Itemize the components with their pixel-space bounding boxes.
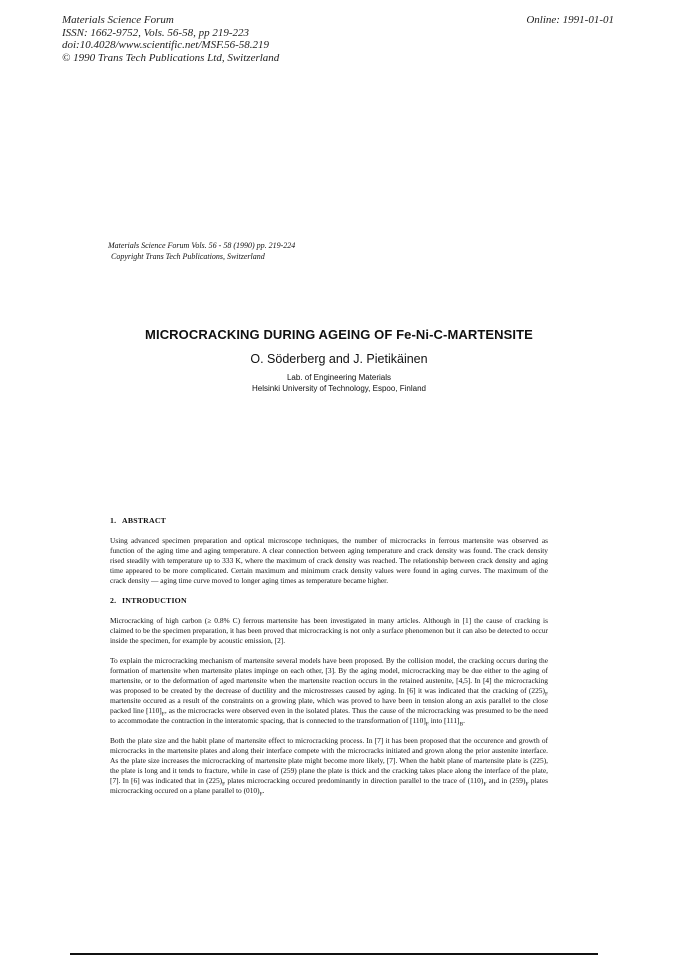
- header-online-date: Online: 1991-01-01: [526, 14, 614, 26]
- affiliation: [0, 372, 678, 394]
- section-title: ABSTRACT: [122, 516, 167, 525]
- intro-paragraph-1: Microcracking of high carbon (≥ 0.8% C) ferrous martensite has been investigated in many articles. Although in [1] the cause of cracking is claimed to be the specimen preparation, it has been proved that microcracking is not only a surface phenomenon but it can also be detected to occur inside the specimen, for example by acoustic emission, [2].: [110, 616, 548, 645]
- paper-authors: O. Söderberg and J. Pietikäinen: [250, 352, 428, 366]
- header-doi[interactable]: doi:10.4028/www.scientific.net/MSF.56-58.219: [62, 39, 270, 51]
- journal-citation-line1: Materials Science Forum Vols. 56 - 58 (1990) pp. 219-224: [108, 241, 296, 250]
- intro-paragraph-2: To explain the microcracking mechanism of martensite several models have been proposed. By the collision model, the cracking occurs during the formation of martensite when martensite plates impinge on each other, [3]. By the aging model, microcracking may be due either to the aging of martensite, or to the deformation of aged martensite when the martensite reaction occurs in the retained austenite, [4,5]. In [4] the microcracking was proposed to be created by the decrease of ductility and the microstresses caused by aging. In [6] it was indicated that the cracking of $(225)_F$ martensite occured as a result of the constraints on a growing plate, which was proved to have been in tension along an axis parallel to the close packed line $[110]_F$, as the microcracks were observed even in the isolated plates. Thus the cause of the microcracking was presumed to be the need to accommodate the contraction in the interatomic spacing, that is connected to the transformation of $[110]_F$ into $[111]_B$.: [110, 656, 548, 728]
- section-number: 1.: [110, 516, 117, 525]
- section-title: INTRODUCTION: [122, 596, 187, 605]
- section-heading-introduction: [110, 596, 548, 606]
- header-journal: Materials Science Forum: [62, 14, 174, 26]
- footer-rule: [70, 953, 598, 955]
- section-heading-abstract: [110, 516, 548, 526]
- journal-citation: [108, 240, 295, 262]
- journal-citation-line2: Copyright Trans Tech Publications, Switzerland: [111, 252, 265, 261]
- header-citation: [62, 14, 279, 64]
- affiliation-university: Helsinki University of Technology, Espoo, Finland: [251, 384, 426, 393]
- paper-body: [110, 516, 548, 806]
- affiliation-lab: Lab. of Engineering Materials: [286, 373, 392, 382]
- abstract-paragraph: Using advanced specimen preparation and optical microscope techniques, the number of microcracks in ferrous martensite was observed as function of the aging time and aging temperature. A clear connection between aging temperature and crack density was found. The crack density rised steadily with temperature up to 333 K, where the maximum of crack density was reached. The relationship between crack density and aging time appeared to be more complicated. Certain maximum and minimum crack density values were found in aging curves. The maximum of the crack density — aging time curve moved to longer aging times as temperature became higher.: [110, 536, 548, 585]
- intro-paragraph-3: Both the plate size and the habit plane of martensite effect to microcracking process. In [7] it has been proposed that the occurence and growth of microcracks in the martensite plates and along their interface compete with the microcracks initiated and grown along the prior austenite interface. As the plate size increases the microcracking of martensite plate might become more likely, [7]. When the habit plane of martensite plate is (225), the plate is long and it tends to fracture, while in case of (259) plane the plate is thick and the cracking takes place along the interface of the plate, [7]. In [6] was indicated that in $(225)_F$ plates microcracking occured predominantly in direction parallel to the trace of $(110)_F$ and in $(259)_F$ plates microcracking occured on a plane parallel to $(010)_F$.: [110, 736, 548, 798]
- header-issn: ISSN: 1662-9752, Vols. 56-58, pp 219-223: [62, 26, 249, 39]
- header-copyright: © 1990 Trans Tech Publications Ltd, Switzerland: [62, 51, 280, 64]
- paper-title: MICROCRACKING DURING AGEING OF Fe-Ni-C-MARTENSITE: [145, 327, 533, 342]
- section-number: 2.: [110, 596, 117, 605]
